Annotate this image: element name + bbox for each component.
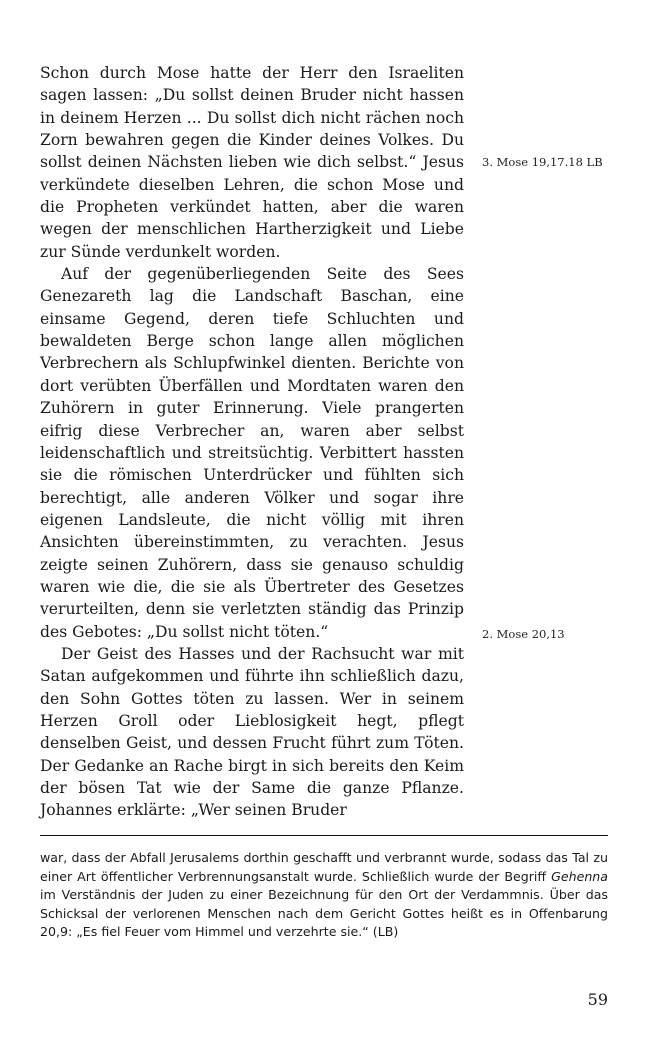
footnote bbox=[40, 849, 608, 942]
footnote-text-before: war, dass der Abfall Jerusalems dorthin geschafft und verbrannt wurde, sodass das Tal zu einer Art öffentlicher Verbrennungsanstalt wurde. Schließlich wurde der Begriff bbox=[40, 850, 608, 884]
main-text bbox=[40, 62, 464, 822]
margin-note-leviticus: 3. Mose 19,17.18 LB bbox=[482, 155, 603, 169]
footnote-divider bbox=[40, 835, 608, 836]
paragraph-2: Auf der gegenüberliegenden Seite des Sees Genezareth lag die Landschaft Baschan, eine einsame Gegend, deren tiefe Schluchten und bewaldeten Berge schon lange allen möglichen Verbrechern als Schlupfwinkel dienten. Berichte von dort verübten Überfällen und Mordtaten waren den Zuhörern in guter Erinnerung. Viele prangerten eifrig diese Verbrecher an, waren aber selbst leidenschaftlich und streitsüchtig. Verbittert hassten sie die römischen Unterdrücker und fühlten sich berechtigt, alle anderen Völker und sogar ihre eigenen Landsleute, die nicht völlig mit ihren Ansichten übereinstimmten, zu verachten. Jesus zeigte seinen Zuhörern, dass sie genauso schuldig waren wie die, die sie als Übertreter des Gesetzes verurteilten, denn sie verletzten ständig das Prinzip des Gebotes: „Du sollst nicht töten.“ bbox=[40, 265, 464, 641]
footnote-term: Gehenna bbox=[551, 868, 608, 884]
footnote-text-after: im Verständnis der Juden zu einer Bezeichnung für den Ort der Verdammnis. Über das Schicksal der verlorenen Menschen nach dem Gericht Gottes heißt es in Offenbarung 20,9: „Es fiel Feuer vom Himmel und verzehrte sie.“ (LB) bbox=[40, 887, 608, 940]
page-number: 59 bbox=[587, 990, 608, 1009]
paragraph-3: Der Geist des Hasses und der Rachsucht war mit Satan aufgekommen und führte ihn schließlich dazu, den Sohn Gottes töten zu lassen. Wer in seinem Herzen Groll oder Lieblosigkeit hegt, pflegt denselben Geist, und dessen Frucht führt zum Töten. Der Gedanke an Rache birgt in sich bereits den Keim der bösen Tat wie der Same die ganze Pflanze. Johannes erklärte: „Wer seinen Bruder bbox=[40, 644, 464, 820]
paragraph-1: Schon durch Mose hatte der Herr den Israeliten sagen lassen: „Du sollst deinen Bruder nicht hassen in deinem Herzen ... Du sollst dich nicht rächen noch Zorn bewahren gegen die Kinder deines Volkes. Du sollst deinen Nächsten lieben wie dich selbst.“ Jesus verkündete dieselben Lehren, die schon Mose und die Propheten verkündet hatten, aber die waren wegen der menschlichen Hartherzigkeit und Liebe zur Sünde verdunkelt worden. bbox=[40, 64, 464, 261]
margin-note-exodus: 2. Mose 20,13 bbox=[482, 627, 565, 641]
footnote-paragraph bbox=[40, 849, 608, 942]
